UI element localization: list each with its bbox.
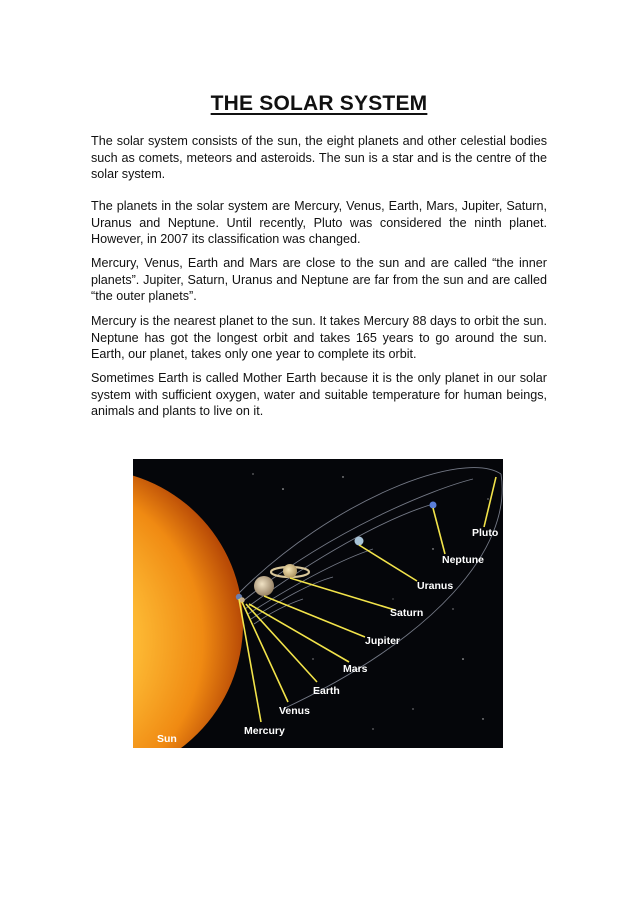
pointer-lines: [239, 477, 499, 722]
jupiter-graphic: [254, 576, 274, 596]
orbit-paths: [238, 468, 502, 709]
mercury-label: Mercury: [244, 725, 285, 737]
saturn-graphic: [271, 564, 309, 578]
paragraph-orbits: Mercury is the nearest planet to the sun. It takes Mercury 88 days to orbit the sun. Neptune has got the longest orbit and takes 165 years to go around the sun. Earth, our planet, takes only one year to complete its orbit.: [91, 314, 547, 362]
uranus-graphic: [355, 537, 364, 546]
sun-label: Sun: [157, 733, 177, 745]
paragraph-inner-outer: Mercury, Venus, Earth and Mars are close to the sun and are called “the inner planets”. Jupiter, Saturn, Uranus and Neptune are far from the sun and are called “the outer planets”.: [91, 256, 547, 304]
paragraph-mother-earth: Sometimes Earth is called Mother Earth because it is the only planet in our solar system with sufficient oxygen, water and suitable temperature for human beings, animals and plants to live on it.: [91, 371, 547, 419]
jupiter-label: Jupiter: [365, 635, 401, 647]
page-title: THE SOLAR SYSTEM: [210, 92, 428, 115]
mars-label: Mars: [343, 663, 368, 675]
venus-label: Venus: [279, 705, 310, 717]
uranus-label: Uranus: [417, 580, 454, 592]
solar-system-diagram: [133, 459, 503, 748]
solar-system-illustration: [133, 459, 503, 748]
pluto-label: Pluto: [472, 527, 499, 539]
neptune-label: Neptune: [442, 554, 484, 566]
paragraph-planets: The planets in the solar system are Mercury, Venus, Earth, Mars, Jupiter, Saturn, Uranus and Neptune. Until recently, Pluto was considered the ninth planet. However, in 2007 its classification was changed.: [91, 199, 547, 247]
neptune-graphic: [430, 502, 437, 509]
star-field: [252, 473, 488, 729]
paragraph-intro: The solar system consists of the sun, the eight planets and other celestial bodies such as comets, meteors and asteroids. The sun is a star and is the centre of the solar system.: [91, 134, 547, 182]
sun-graphic: [133, 469, 243, 748]
earth-label: Earth: [313, 685, 340, 697]
saturn-label: Saturn: [390, 607, 424, 619]
